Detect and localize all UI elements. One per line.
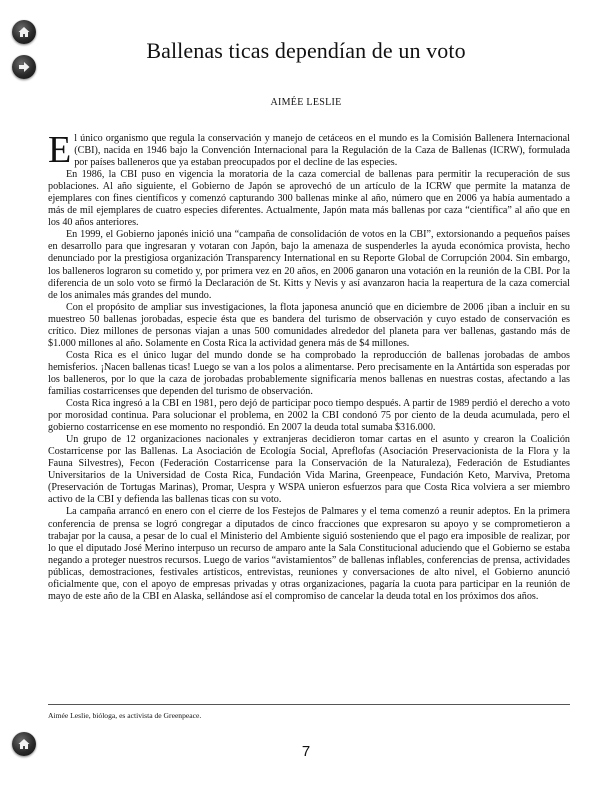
home-icon xyxy=(17,25,31,39)
paragraph-text: l único organismo que regula la conservación y manejo de cetáceos en el mundo es la Comisión Ballenera Internacional (CBI), nacida en 1946 bajo la Convención Internacional para la Regulación de la Caza de Ballenas (ICRW), formulada por países balleneros que ya estaban preocupados por el decline de las especies. xyxy=(74,133,570,169)
paragraph: Un grupo de 12 organizaciones nacionales y extranjeras decidieron tomar cartas en el asunto y crearon la Coalición Costarricense por las Ballenas. La Asociación de Ecología Social, Apreflofas (Asociación Preservacionista de la Flora y la Fauna Silvestres), Fecon (Federación Costarricense para la Conservación de la Naturaleza), Federación de Estudiantes Universitarios de la Universidad de Costa Rica, Fundación Vida Marina, Greenpeace, Fundación Keto, Marviva, Pretoma (Preservación de Tortugas Marinas), Promar, Uespra y WSPA unieron esfuerzos para que Costa Rica volviera a ser miembro activo de la CBI y defienda las ballenas ticas con su voto. xyxy=(48,434,570,506)
article-body xyxy=(48,129,570,603)
footnote-divider xyxy=(48,704,570,705)
page-number: 7 xyxy=(301,743,311,760)
paragraph: En 1999, el Gobierno japonés inició una “campaña de consolidación de votos en la CBI”, extorsionando a pequeños países en desarrollo para que ingresaran y votaran con Japón, bajo la amenaza de suspenderles la ayuda económica provista, hecho denunciado por la prestigiosa organización Transparency International en su Reporte Global de Corrupción 2004. Sin embargo, los balleneros lograron su cometido y, por primera vez en 20 años, en 2006 ganaron una votación en la reunión de la CBI. Por la diferencia de un solo voto se firmó la Declaración de St. Kitts y Nevis y así avanzaron hacia la reapertura de la caza comercial de los animales más grandes del mundo. xyxy=(48,229,570,301)
paragraph: En 1986, la CBI puso en vigencia la moratoria de la caza comercial de ballenas para permitir la recuperación de sus poblaciones. Al año siguiente, el Gobierno de Japón se aprovechó de un artículo de la ICRW que permite la matanza de ejemplares con fines científicos y comenzó capturando 300 ballenas minke al año, número que en 2006 ya había aumentado a más de mil ejemplares de cuatro especies diferentes. Actualmente, Japón mata más ballenas por caza “científica” al año que en los 40 años anteriores. xyxy=(48,169,570,229)
article-title: Ballenas ticas dependían de un voto xyxy=(146,38,466,63)
footnote: Aimée Leslie, bióloga, es activista de Greenpeace. xyxy=(48,711,202,720)
paragraph: Con el propósito de ampliar sus investigaciones, la flota japonesa anunció que en diciembre de 2006 ¡iban a incluir en su muestreo 50 ballenas jorobadas, especie ésta que es bandera del turismo de observación y cuyo estado de conservación es crítico. Diez millones de personas viajan a unas 500 comunidades alrededor del planeta para ver ballenas, gastando más de $1.000 millones al año. Solamente en Costa Rica la actividad genera más de $4 millones. xyxy=(48,301,570,349)
paragraph xyxy=(48,129,570,171)
article-author: AIMÉE LESLIE xyxy=(270,97,342,108)
drop-cap: E xyxy=(48,129,72,171)
paragraph: Costa Rica ingresó a la CBI en 1981, pero dejó de participar poco tiempo después. A partir de 1989 perdió el derecho a voto por morosidad continua. Para solucionar el problema, en 2002 la CBI condonó 75 por ciento de la deuda acumulada, pero el gobierno costarricense en ese momento no respondió. En 2007 la deuda total sumaba $316.000. xyxy=(48,398,570,434)
paragraph: La campaña arrancó en enero con el cierre de los Festejos de Palmares y el tema comenzó a reunir adeptos. En la primera conferencia de prensa se logró congregar a diputados de cinco fracciones que expresaron su apoyo y se comprometieron a trabajar por la causa, a pesar de lo cual el Ministerio del Ambiente siguió sosteniendo que el pago era imposible de realizar, por lo que el diputado José Merino interpuso un recurso de amparo ante la Sala Constitucional aduciendo que el Gobierno se estaba negando a proteger nuestros recursos. Luego de varios “avistamientos” de ballenas inflables, conferencias de prensa, actividades públicas, demostraciones, festivales artísticos, entrevistas, reuniones y conversaciones de alto nivel, el Gobierno anunció oficialmente que, con el apoyo de empresas privadas y otras organizaciones, pagaría la cuota para participar en la reunión de mayo de este año de la CBI en Alaska, sellándose así el compromiso de cancelar la deuda total en los próximos dos años. xyxy=(48,506,570,602)
paragraph: Costa Rica es el único lugar del mundo donde se ha comprobado la reproducción de ballenas jorobadas de ambos hemisferios. ¡Nacen ballenas ticas! Luego se van a los polos a alimentarse. Pero precisamente en la Antártida son esperadas por los balleneros, por lo que la caza de jorobadas probablemente significaría menos ballenas en nuestras costas, afectando a las familias costarricenses que dependen del turismo de observación. xyxy=(48,349,570,397)
